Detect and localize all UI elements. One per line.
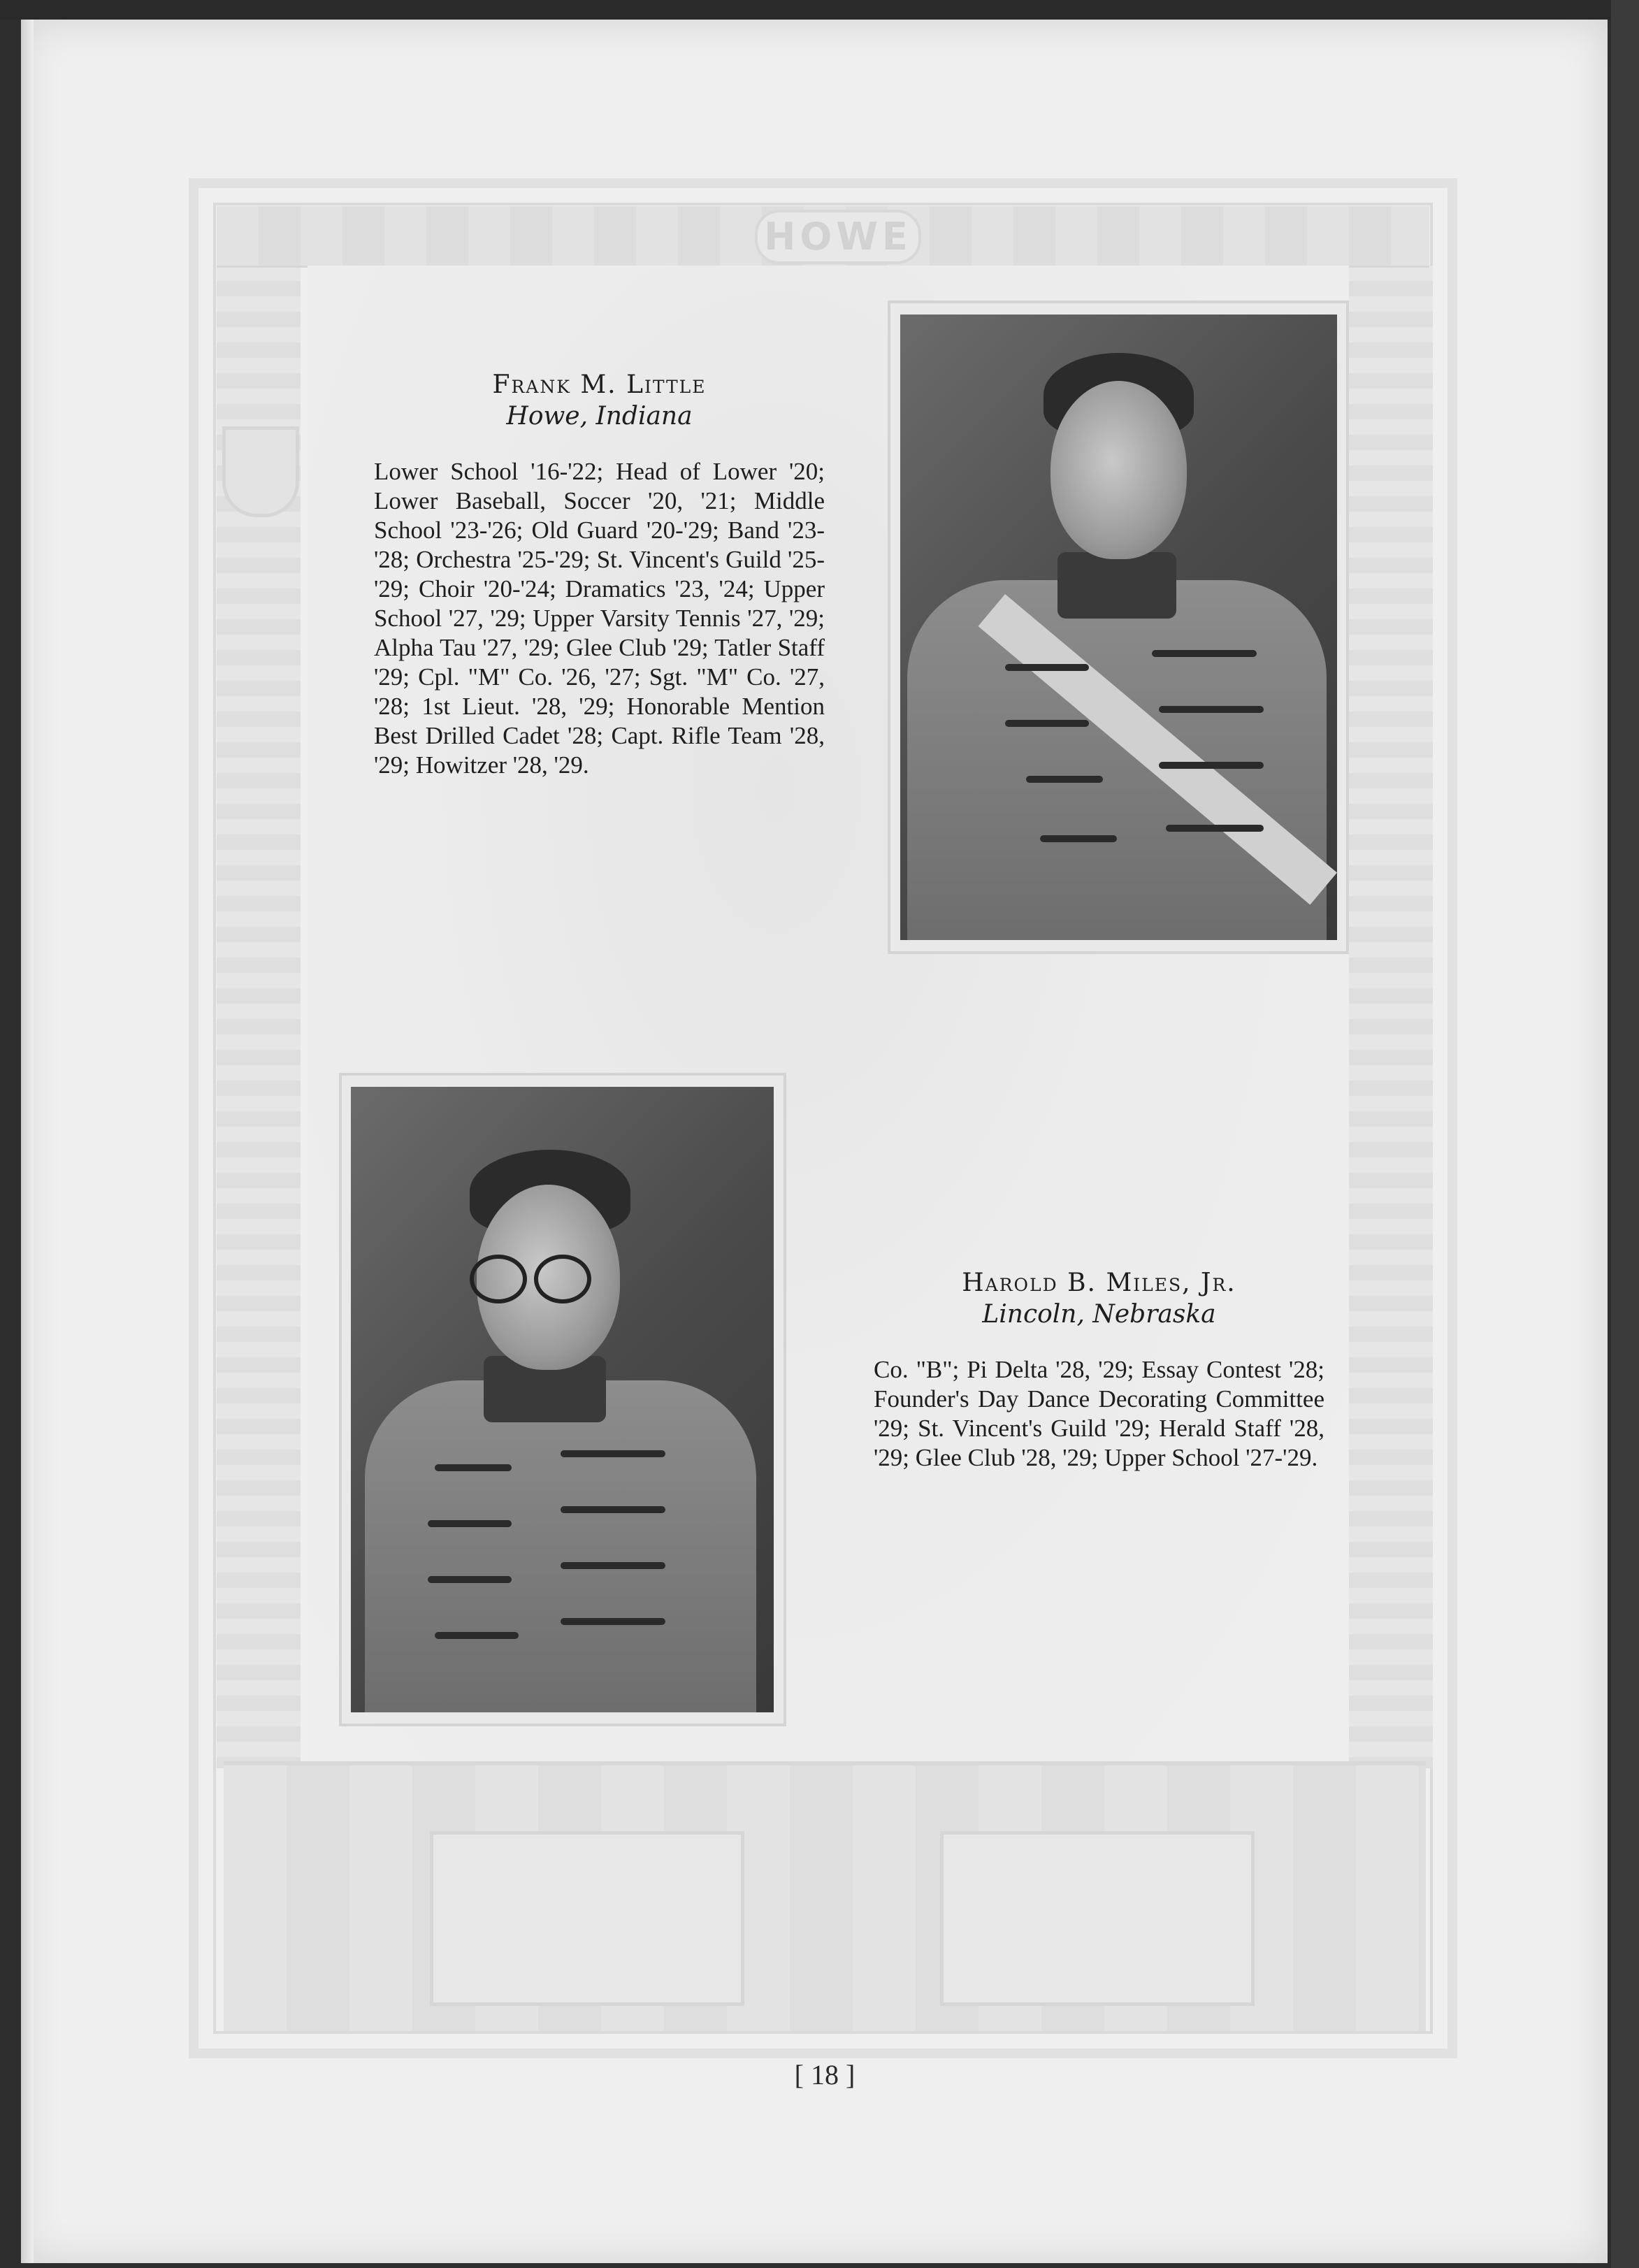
scan-border-right — [1611, 0, 1639, 2268]
vignette-building — [940, 1831, 1255, 2006]
page-number: [ 18 ] — [794, 2059, 855, 2090]
entry-record: Lower School '16-'22; Head of Lower '20; Lower Baseball, Soccer '20, '21; Middle School '23-'26; Old Guard '20-'29; Band '23-'28; Orchestra '25-'29; St. Vincent's Guild '25-'29; Choir '20-'24; Dramatics '23, '24; Upper School '27, '29; Upper Varsity Tennis '27, '29; Alpha Tau '27, '29; Glee Club '29; Tatler Staff '29; Cpl. "M" Co. '26, '27; Sgt. "M" Co. '27, '28; 1st Lieut. '28, '29; Honorable Mention Best Drilled Cadet '28; Capt. Rifle Team '28, '29; Howitzer '28, '29. — [374, 458, 825, 779]
entry-record: Co. "B"; Pi Delta '28, '29; Essay Contest '28; Founder's Day Dance Decorating Committee '29; St. Vincent's Guild '29; Herald Staff '28, '29; Glee Club '28, '29; Upper School '27-'29. — [874, 1356, 1324, 1471]
crest-emblem — [222, 426, 299, 517]
entry-hometown: Howe, Indiana — [506, 402, 693, 431]
entry-frank-little — [374, 370, 825, 780]
scan-border-top — [0, 0, 1639, 20]
portrait-harold-miles — [351, 1087, 774, 1712]
entry-hometown: Lincoln, Nebraska — [982, 1300, 1216, 1329]
entry-name: Harold B. Miles, Jr. — [962, 1269, 1236, 1297]
frame-border-right — [1349, 266, 1433, 1768]
vignette-cannon — [430, 1831, 744, 2006]
portrait-frank-little — [900, 315, 1337, 940]
entry-harold-miles — [874, 1269, 1324, 1473]
frame-header-title: HOWE — [755, 210, 921, 264]
entry-name: Frank M. Little — [492, 370, 707, 399]
page-edge — [21, 20, 34, 2263]
